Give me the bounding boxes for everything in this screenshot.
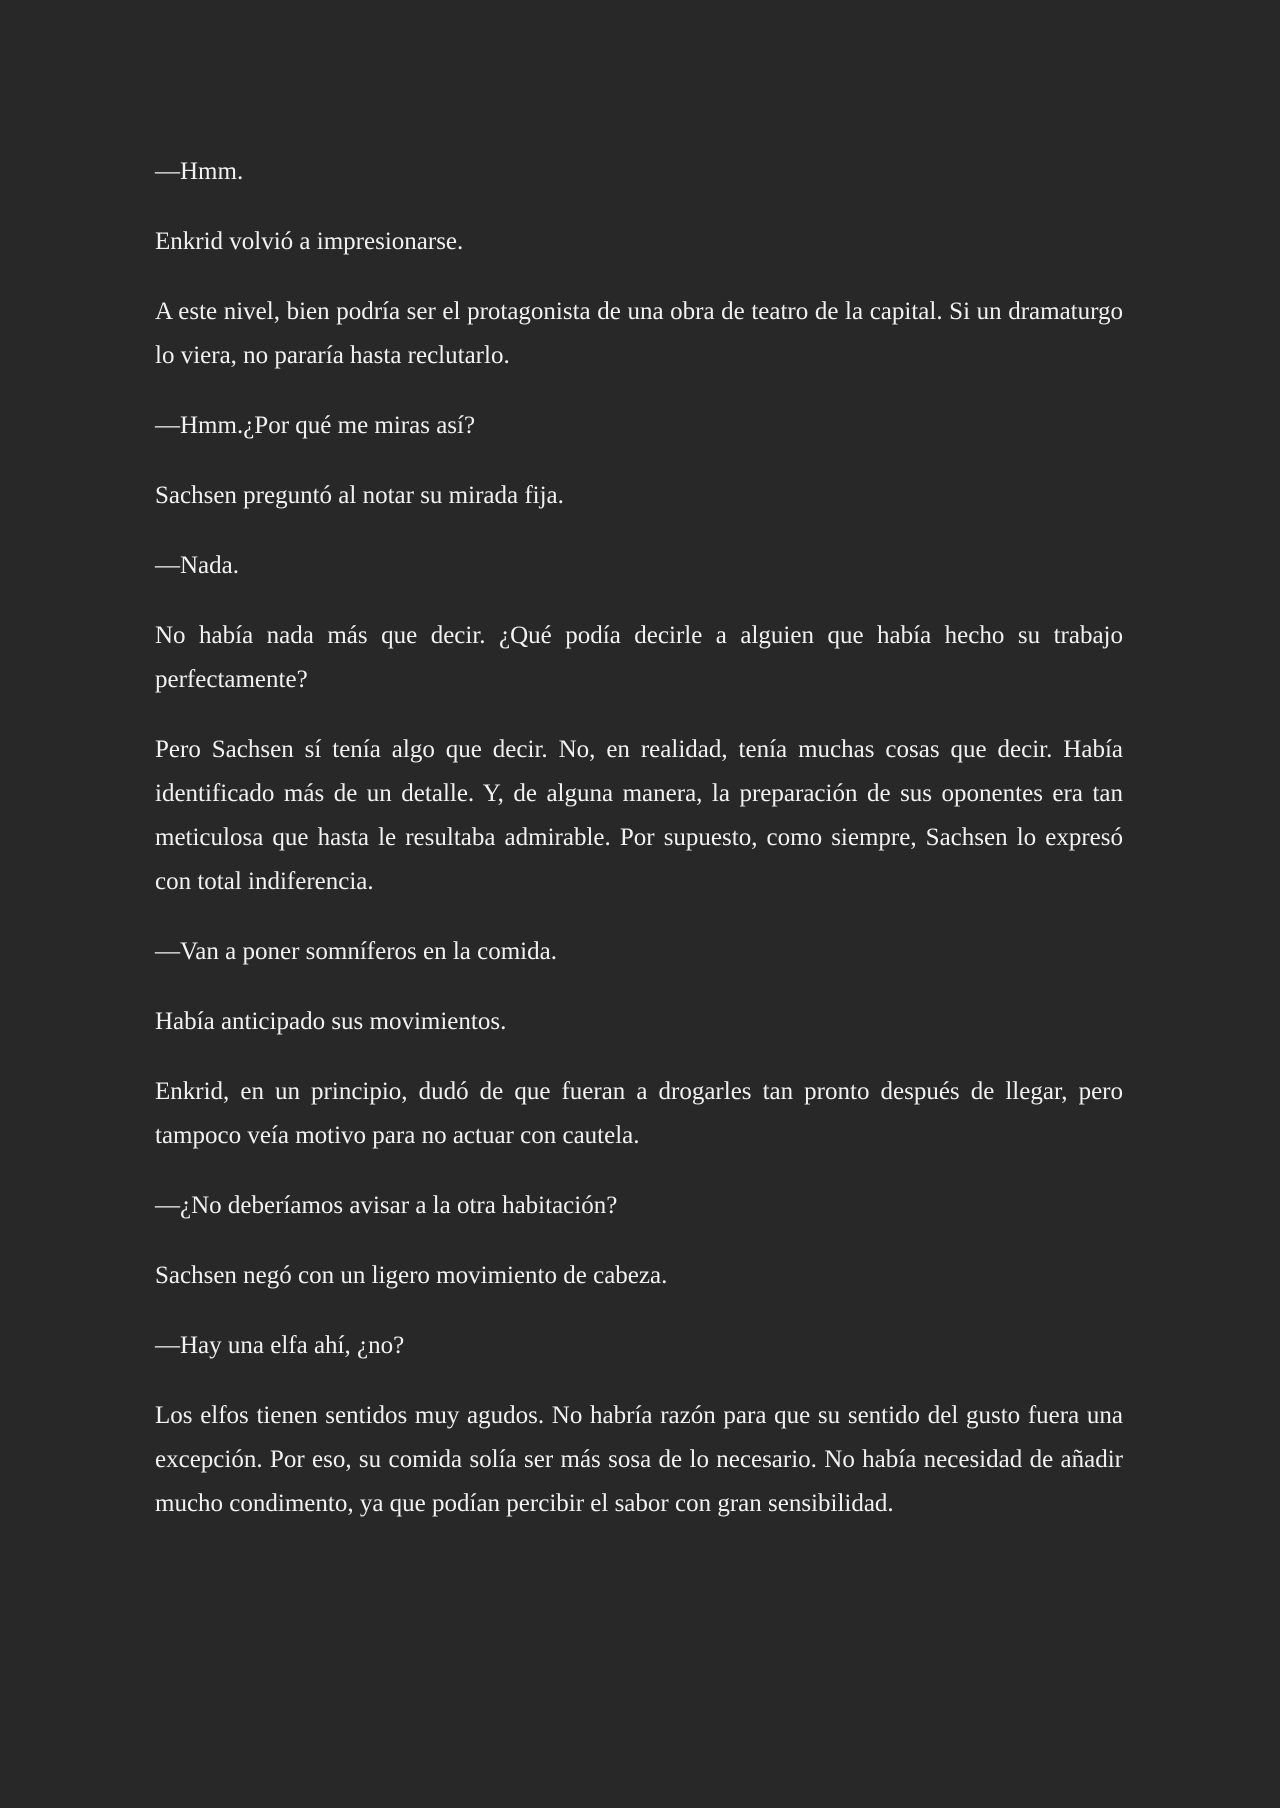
paragraph: Enkrid, en un principio, dudó de que fueran a drogarles tan pronto después de llegar, pero tampoco veía motivo para no actuar con cautela. <box>155 1078 1123 1149</box>
paragraph: Sachsen negó con un ligero movimiento de cabeza. <box>155 1262 668 1289</box>
paragraph: —¿No deberíamos avisar a la otra habitación? <box>155 1192 618 1219</box>
paragraph: Pero Sachsen sí tenía algo que decir. No, en realidad, tenía muchas cosas que decir. Había identificado más de un detalle. Y, de alguna manera, la preparación de sus oponentes era tan meticulosa que hasta le resultaba admirable. Por supuesto, como siempre, Sachsen lo expresó con total indiferencia. <box>155 736 1123 895</box>
paragraph: Enkrid volvió a impresionarse. <box>155 228 464 255</box>
paragraph: A este nivel, bien podría ser el protagonista de una obra de teatro de la capital. Si un dramaturgo lo viera, no pararía hasta reclutarlo. <box>155 298 1123 369</box>
paragraph: —Van a poner somníferos en la comida. <box>155 938 557 965</box>
paragraph: No había nada más que decir. ¿Qué podía decirle a alguien que había hecho su trabajo perfectamente? <box>155 622 1123 693</box>
paragraph: —Nada. <box>155 552 239 579</box>
paragraph: —Hmm.¿Por qué me miras así? <box>155 412 476 439</box>
reader-page <box>155 150 1123 1552</box>
paragraph: Había anticipado sus movimientos. <box>155 1008 507 1035</box>
paragraph: —Hay una elfa ahí, ¿no? <box>155 1332 405 1359</box>
paragraph: Sachsen preguntó al notar su mirada fija. <box>155 482 564 509</box>
paragraph: —Hmm. <box>155 158 244 185</box>
paragraph: Los elfos tienen sentidos muy agudos. No habría razón para que su sentido del gusto fuera una excepción. Por eso, su comida solía ser más sosa de lo necesario. No había necesidad de añadir mucho condimento, ya que podían percibir el sabor con gran sensibilidad. <box>155 1402 1123 1517</box>
